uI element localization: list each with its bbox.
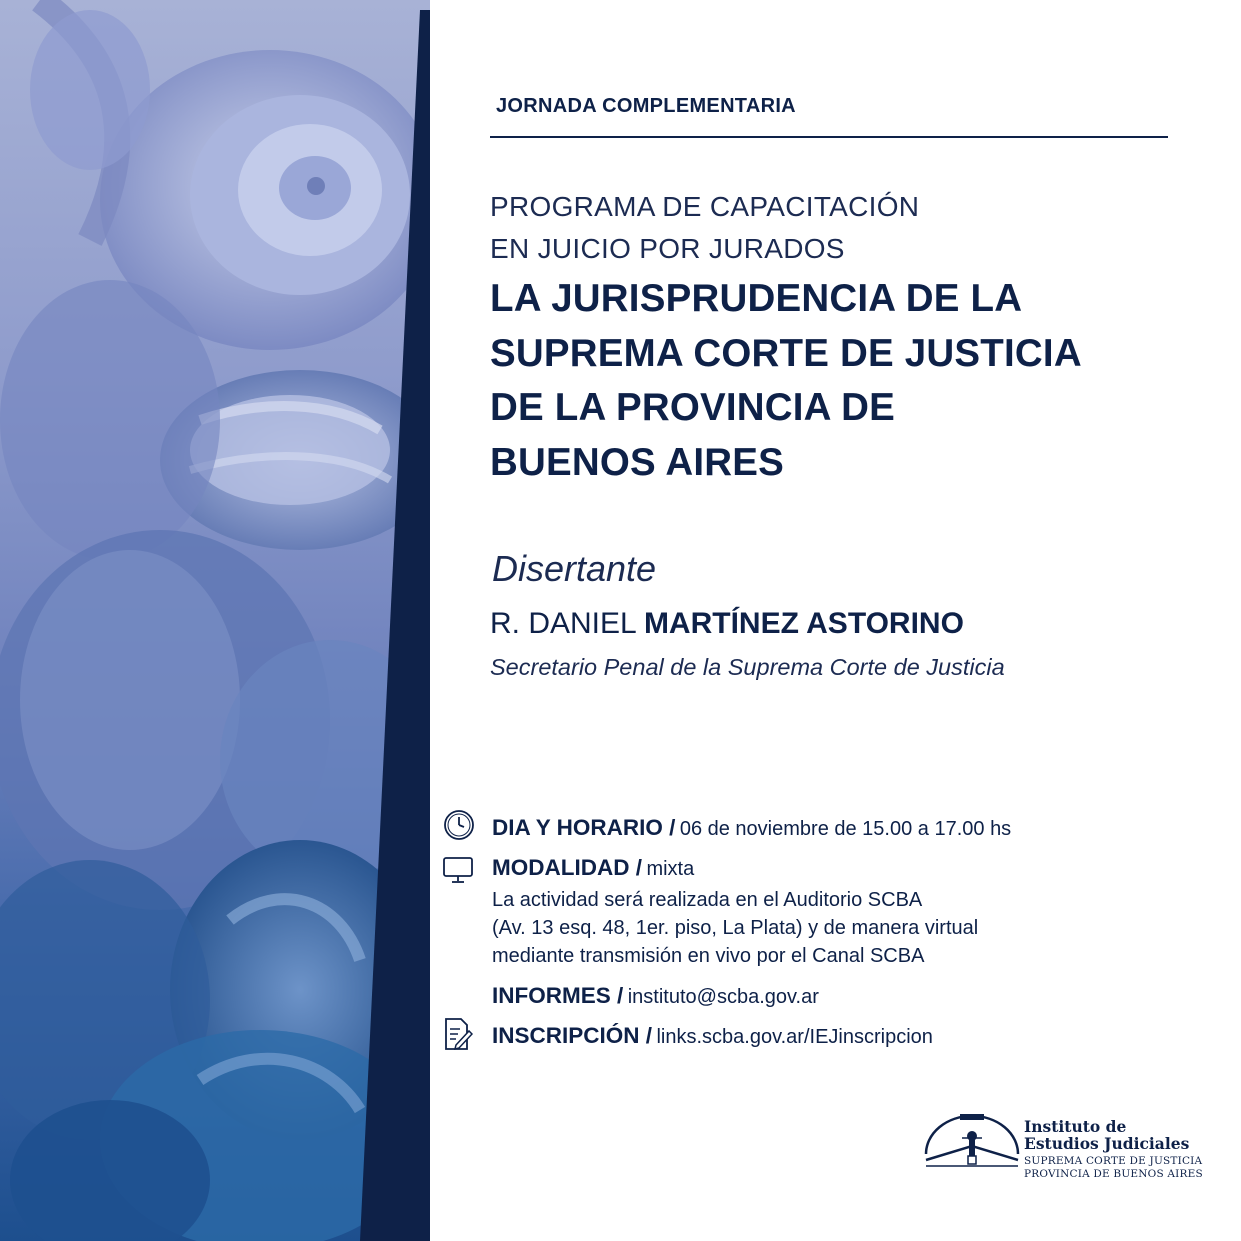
mode-row xyxy=(492,855,694,881)
mode-value: mixta xyxy=(646,858,695,880)
logo-line: Estudios Judiciales xyxy=(1024,1134,1190,1153)
diagonal-divider-bar xyxy=(0,0,430,1241)
mode-key: MODALIDAD / xyxy=(492,855,642,880)
speaker-last-name: MARTÍNEZ ASTORINO xyxy=(643,607,964,640)
speaker-role: Secretario Penal de la Suprema Corte de Justicia xyxy=(490,654,1005,680)
signup-row xyxy=(492,1023,933,1049)
speaker-first-name: R. DANIEL xyxy=(490,607,636,640)
clock-icon xyxy=(443,809,475,841)
institute-logo-text xyxy=(1024,1118,1203,1181)
monitor-icon xyxy=(443,857,473,885)
speaker-label: Disertante xyxy=(492,548,657,589)
mode-description-line: La actividad será realizada en el Auditorio SCBA xyxy=(492,889,923,911)
contact-email[interactable]: instituto@scba.gov.ar xyxy=(627,986,819,1008)
mode-description-line: mediante transmisión en vivo por el Canal SCBA xyxy=(492,945,925,967)
speaker-name xyxy=(490,607,964,641)
program-title-line: EN JUICIO POR JURADOS xyxy=(490,233,845,264)
mode-description xyxy=(492,886,978,970)
schedule-row xyxy=(492,815,1011,841)
headline-line: SUPREMA CORTE DE JUSTICIA xyxy=(490,331,1082,375)
schedule-key: DIA Y HORARIO / xyxy=(492,815,676,840)
program-title-line: PROGRAMA DE CAPACITACIÓN xyxy=(490,191,920,222)
header-rule xyxy=(490,136,1168,138)
logo-line: Instituto de xyxy=(1024,1117,1127,1136)
headline xyxy=(490,272,1190,490)
contact-row xyxy=(492,983,819,1009)
headline-line: DE LA PROVINCIA DE xyxy=(490,386,896,429)
signup-key: INSCRIPCIÓN / xyxy=(492,1023,653,1048)
program-title xyxy=(490,186,919,270)
logo-line: PROVINCIA DE BUENOS AIRES xyxy=(1024,1168,1203,1180)
logo-line: SUPREMA CORTE DE JUSTICIA xyxy=(1024,1155,1203,1167)
contact-key: INFORMES / xyxy=(492,983,624,1008)
mode-description-line: (Av. 13 esq. 48, 1er. piso, La Plata) y de manera virtual xyxy=(492,917,979,939)
headline-line: BUENOS AIRES xyxy=(490,440,785,484)
event-type-label: JORNADA COMPLEMENTARIA xyxy=(496,95,796,117)
headline-line: LA JURISPRUDENCIA DE LA xyxy=(490,277,1023,320)
signup-link[interactable]: links.scba.gov.ar/IEJinscripcion xyxy=(656,1026,933,1048)
schedule-value: 06 de noviembre de 15.00 a 17.00 hs xyxy=(679,818,1012,840)
form-pencil-icon xyxy=(443,1017,473,1051)
